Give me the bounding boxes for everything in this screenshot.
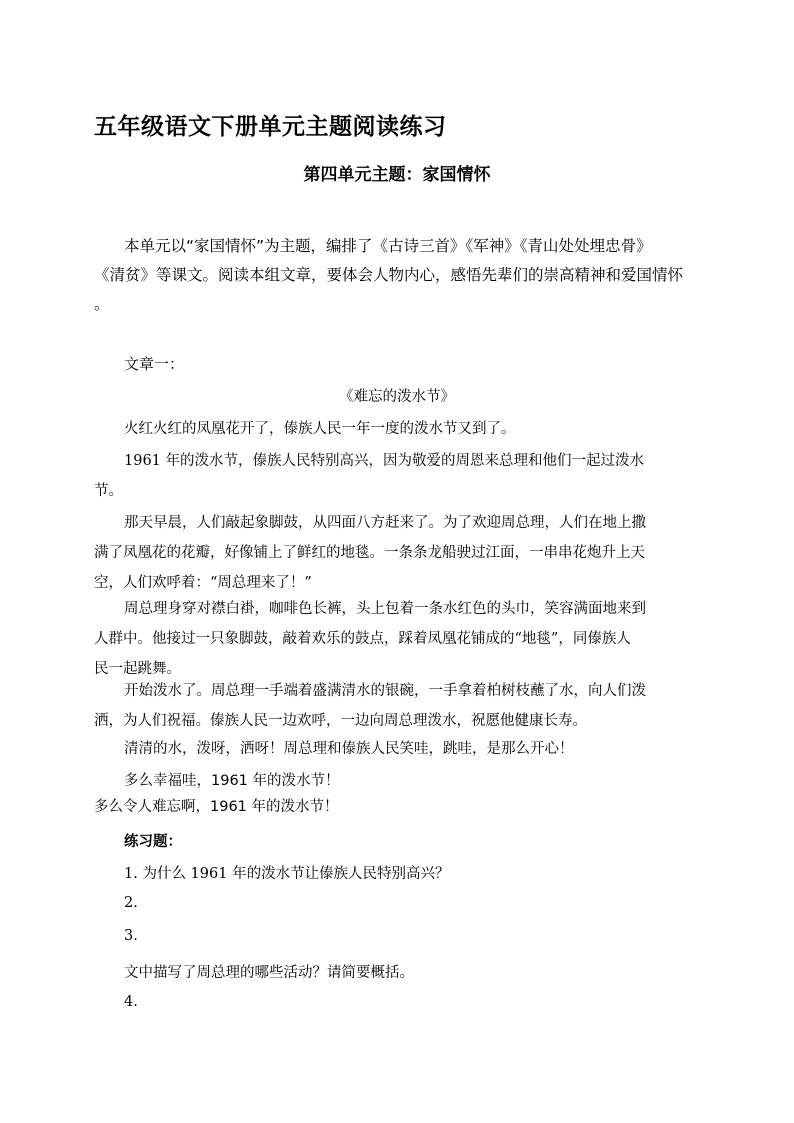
intro-line: 本单元以“家国情怀”为主题，编排了《古诗三首》《军神》《青山处处埋忠骨》 bbox=[124, 237, 652, 255]
intro-line: 。 bbox=[94, 295, 110, 313]
article-paragraph bbox=[94, 446, 700, 506]
article-paragraph bbox=[94, 508, 700, 598]
unit-title: 第四单元主题：家国情怀 bbox=[303, 165, 491, 185]
paragraph-line: 清清的水，泼呀，洒呀！周总理和傣族人民笑哇，跳哇，是那么开心！ bbox=[124, 741, 574, 757]
article-title: 《难忘的泼水节》 bbox=[339, 389, 455, 405]
article-paragraph bbox=[94, 734, 700, 764]
unit-introduction bbox=[94, 232, 700, 319]
document-title: 五年级语文下册单元主题阅读练习 bbox=[94, 114, 447, 140]
paragraph-line: 多么幸福哇，1961 年的泼水节！ bbox=[124, 773, 340, 789]
paragraph-line: 洒，为人们祝福。傣族人民一边欢呼，一边向周总理泼水，祝愿他健康长寿。 bbox=[94, 713, 587, 729]
paragraph-line: 民一起跳舞。 bbox=[94, 661, 181, 677]
paragraph-line: 满了凤凰花的花瓣，好像铺上了鲜红的地毯。一条条龙船驶过江面，一串串花炮升上天 bbox=[94, 545, 645, 561]
exercise-question: 3. bbox=[124, 928, 138, 944]
paragraph-line: 空，人们欢呼着：“周总理来了！” bbox=[94, 575, 312, 591]
paragraph-line: 那天早晨，人们敲起象脚鼓，从四面八方赶来了。为了欢迎周总理，人们在地上撒 bbox=[124, 515, 646, 531]
exercise-question: 4. bbox=[124, 994, 138, 1010]
article-paragraph bbox=[94, 414, 700, 444]
article-label: 文章一： bbox=[124, 355, 185, 373]
exercise-question: 1. 为什么 1961 年的泼水节让傣族人民特别高兴？ bbox=[124, 866, 450, 882]
exercise-question: 2. bbox=[124, 895, 138, 911]
paragraph-line: 节。 bbox=[94, 483, 123, 499]
paragraph-line: 多么令人难忘啊，1961 年的泼水节！ bbox=[94, 799, 339, 815]
paragraph-line: 周总理身穿对襟白褂，咖啡色长裤，头上包着一条水红色的头巾，笑容满面地来到 bbox=[124, 601, 646, 617]
intro-line: 《清贫》等课文。阅读本组文章，要体会人物内心，感悟先辈们的崇高精神和爱国情怀 bbox=[94, 266, 684, 284]
paragraph-line: 开始泼水了。周总理一手端着盛满清水的银碗，一手拿着柏树枝蘸了水，向人们泼 bbox=[124, 683, 646, 699]
article-paragraph bbox=[94, 594, 700, 684]
article-paragraph bbox=[94, 792, 700, 822]
article-paragraph bbox=[94, 676, 700, 736]
exercise-question: 文中描写了周总理的哪些活动？请简要概括。 bbox=[124, 965, 414, 981]
paragraph-line: 火红火红的凤凰花开了，傣族人民一年一度的泼水节又到了。 bbox=[124, 421, 516, 437]
paragraph-line: 人群中。他接过一只象脚鼓，敲着欢乐的鼓点，踩着凤凰花铺成的“地毯”，同傣族人 bbox=[94, 631, 631, 647]
paragraph-line: 1961 年的泼水节，傣族人民特别高兴，因为敬爱的周恩来总理和他们一起过泼水 bbox=[124, 453, 645, 469]
exercises-heading: 练习题： bbox=[124, 833, 182, 850]
